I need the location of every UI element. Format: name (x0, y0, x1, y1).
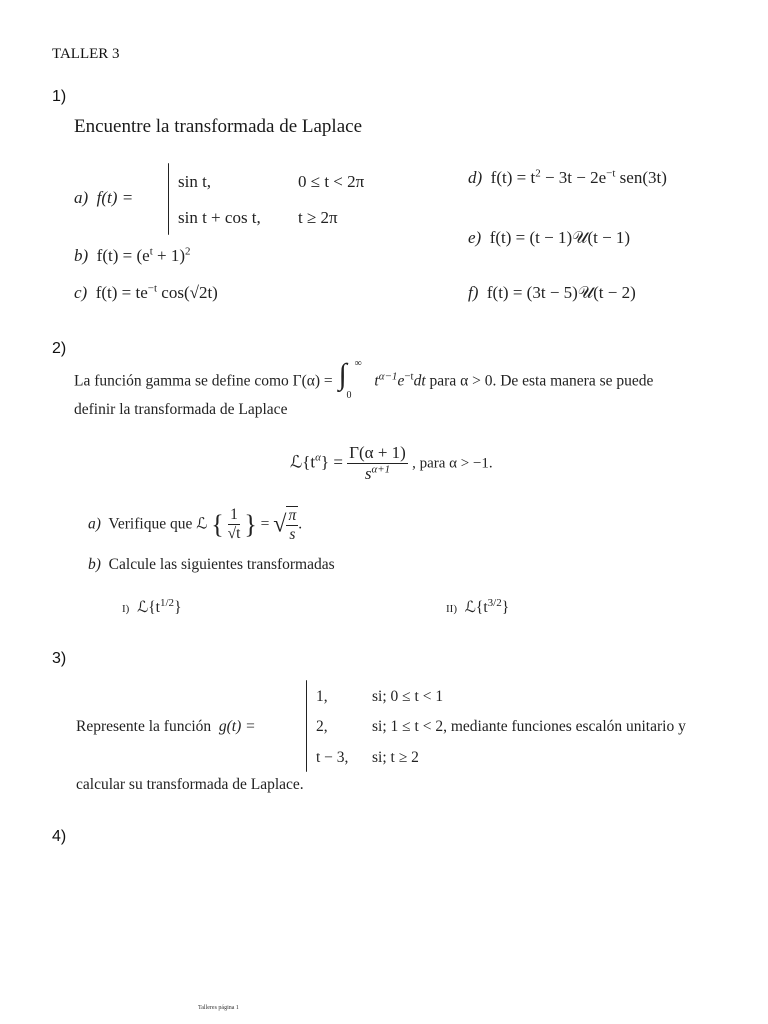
numerator: 1 (228, 507, 241, 525)
integral-upper: ∞ (354, 358, 362, 369)
question-number-1: 1) (52, 88, 67, 105)
formula-fraction (347, 444, 408, 483)
denominator: √t (227, 525, 241, 543)
item-label: b) (74, 246, 89, 265)
expr-tail: sen(3t) (615, 168, 667, 187)
expr: f(t) = (e (96, 246, 150, 265)
text: para α > 0. De esta manera se puede (425, 372, 654, 390)
sqrt-numerator: π (286, 508, 298, 526)
integral-lower: 0 (346, 390, 352, 401)
question-1-prompt: Encuentre la transformada de Laplace (74, 116, 363, 137)
formula-lhs-close: } = (320, 452, 343, 472)
item-1e (468, 228, 630, 248)
expr: f(t) = te (95, 283, 148, 302)
right-brace-icon: } (244, 509, 257, 539)
integrand-dt: dt (413, 372, 426, 390)
case-1-cond: si; 0 ≤ t < 1 (372, 688, 444, 705)
integral-sign-icon: ∫ (338, 358, 347, 391)
item-label: e) (468, 228, 482, 247)
expr-mid: − 3t − 2e (540, 168, 607, 187)
case-2-row (372, 718, 686, 736)
integral (337, 358, 371, 401)
item-label: b) (88, 556, 101, 573)
question-3-text-end: , mediante funciones escalón unitario y (443, 718, 686, 735)
sqrt-icon: √ (273, 511, 287, 538)
item-2b-ii: II) $ℒ\{t^{3/2}\}$ (446, 596, 510, 616)
case-1-cond: 0 ≤ t < 2π (298, 172, 365, 191)
item-label: I) (122, 603, 130, 615)
function-lhs: f(t) = (96, 188, 134, 207)
formula-lhs: ℒ{t (290, 452, 316, 472)
exponent: t (149, 245, 153, 258)
formula-numerator: Γ(α + 1) (349, 443, 406, 462)
item-1b (74, 246, 191, 266)
case-3-cond: si; t ≥ 2 (372, 749, 419, 766)
text: La función gamma se define como Γ(α) = (74, 372, 337, 390)
integrand-tail-exp: −t (404, 370, 414, 383)
formula-denominator (347, 464, 408, 483)
case-1-expr: 1, (316, 688, 328, 705)
item-label: d) (468, 168, 483, 187)
item-text: Calcule las siguientes transformadas (108, 556, 335, 573)
item-text: Verifique que ℒ (108, 515, 208, 533)
item-2b-i: I) $ℒ\{t^{1/2}\}$ (122, 596, 182, 616)
expr-tail: cos(√2t) (157, 283, 218, 302)
function-lhs: g(t) = (218, 718, 256, 735)
sqrt-denominator: s (289, 526, 296, 544)
case-2-cond: t ≥ 2π (298, 208, 338, 227)
sqrt-fraction (286, 506, 298, 544)
equals: = (260, 515, 270, 533)
case-2-expr: sin t + cos t, (178, 208, 261, 227)
power: 2 (535, 167, 541, 180)
item-2a: a) Verifique que ℒ { $\frac{1}{√t}$ } = √ $\frac{\pi}{s}$ . (88, 506, 303, 544)
question-3-text-start (76, 718, 256, 736)
expr: ℒ{t (137, 599, 160, 616)
case-3-expr: t − 3, (316, 749, 349, 766)
formula-lhs-exp: α (315, 451, 321, 464)
expr: f(t) = (t − 1)𝒰(t − 1) (489, 228, 631, 247)
item-label: a) (74, 188, 89, 207)
exponent: −t (147, 282, 158, 295)
item-label: f) (468, 283, 479, 302)
power: 2 (185, 245, 191, 258)
item-label: a) (88, 515, 101, 533)
item-1f (468, 283, 636, 303)
den-base: s (364, 463, 372, 483)
case-2-cond: si; 1 ≤ t < 2 (372, 718, 444, 735)
expr: f(t) = (3t − 5)𝒰(t − 2) (486, 283, 636, 302)
item-label: c) (74, 283, 88, 302)
question-2-line-2: definir la transformada de Laplace (74, 401, 288, 418)
question-number-3: 3) (52, 650, 67, 667)
item-2b (88, 556, 335, 574)
gamma-laplace-formula (290, 444, 493, 483)
formula-tail: , para α > −1. (412, 455, 493, 472)
fraction (228, 507, 241, 543)
integrand: t (374, 372, 379, 390)
case-2-expr: 2, (316, 718, 328, 735)
item-1a (74, 188, 133, 208)
text: Represente la función (76, 718, 212, 735)
case-1-expr: sin t, (178, 172, 212, 191)
piecewise-brace (168, 163, 169, 235)
exponent: 1/2 (160, 596, 175, 609)
expr-tail: + 1) (152, 246, 185, 265)
question-3-line-2: calcular su transformada de Laplace. (76, 776, 304, 793)
exponent: −t (606, 167, 616, 180)
integrand-exp: α−1 (378, 370, 398, 383)
question-number-2: 2) (52, 340, 67, 357)
exponent: 3/2 (487, 596, 502, 609)
piecewise-brace (306, 680, 307, 772)
expr: f(t) = t (490, 168, 536, 187)
expr: ℒ{t (464, 599, 488, 616)
left-brace-icon: { (211, 509, 224, 539)
question-number-4: 4) (52, 828, 67, 845)
page-title: TALLER 3 (52, 46, 120, 62)
question-2-line-1 (74, 358, 654, 401)
item-1d (468, 168, 667, 188)
page-footer: Talleres página 1 (198, 1005, 239, 1011)
item-label: II) (446, 603, 457, 615)
integrand-tail: e (397, 372, 405, 390)
den-exp: α+1 (371, 463, 391, 476)
item-1c (74, 283, 218, 303)
